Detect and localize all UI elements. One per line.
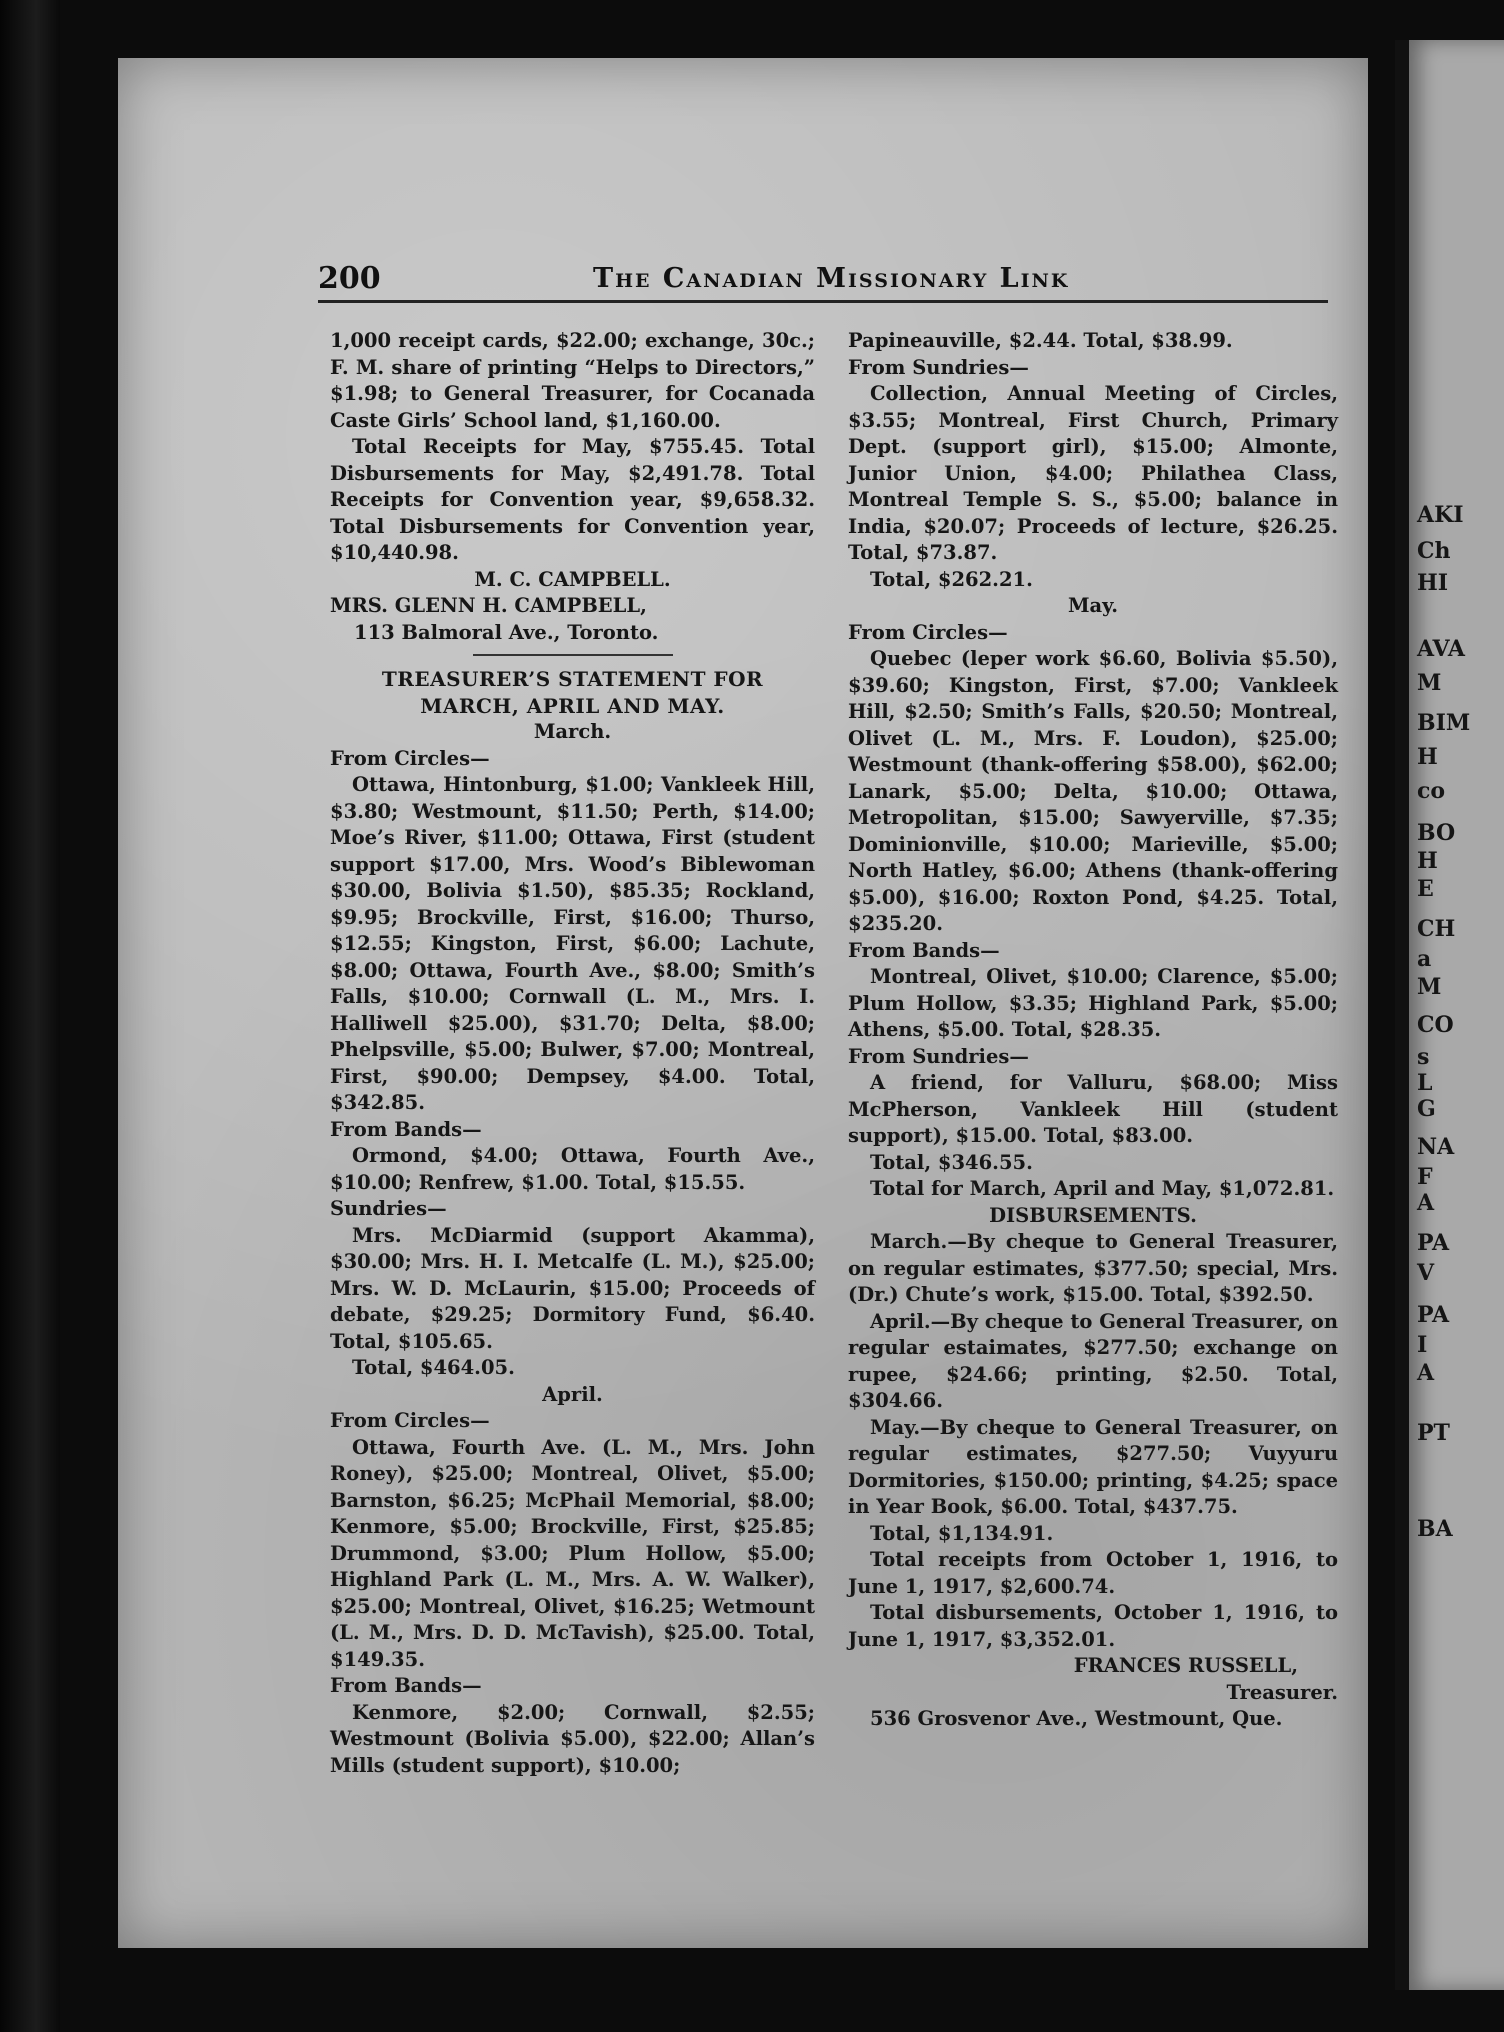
adjacent-fragment: co (1417, 778, 1446, 804)
disbursement-april: April.—By cheque to General Treasurer, on regular estaimates, $277.50; exchange on rupee, $24.66; printing, $2.50. Total, $304.66. (848, 1309, 1338, 1412)
treasurer-name: FRANCES RUSSELL, (1073, 1654, 1298, 1677)
subheading: From Bands— (330, 1674, 482, 1697)
adjacent-fragment: AKI (1417, 502, 1464, 528)
adjacent-fragment: a (1417, 946, 1432, 972)
subheading: From Circles— (330, 746, 490, 770)
march-circles-paragraph: Ottawa, Hintonburg, $1.00; Vankleek Hill, $3.80; Westmount, $11.50; Perth, $14.00; Moe’s River, $11.00; Ottawa, First (student support $17.00, Mrs. Wood’s Biblewoman $30.00, Bolivia $1.50), $85.35; Rockland, $9.95; Brockville, First, $16.00; Thurso, $12.55; Kingston, First, $6.00; Lachute, $8.00; Ottawa, Fourth Ave., $8.00; Smith’s Falls, $10.00; Cornwall (L. M., Mrs. I. Halliwell $25.00), $31.70; Delta, $8.00; Phelpsville, $5.00; Bulwer, $7.00; Montreal, First, $90.00; Dempsey, $4.00. Total, $342.85. (330, 773, 815, 1114)
continuation-paragraph: 1,000 receipt cards, $22.00; exchange, 30c.; F. M. share of printing “Helps to Directors,” $1.98; to General Treasurer, for Cocanada Caste Girls’ School land, $1,160.00. (330, 329, 815, 432)
subheading: From Circles— (848, 620, 1008, 644)
adjacent-page-edge (1395, 40, 1504, 1990)
adjacent-fragment: L (1417, 1070, 1433, 1096)
adjacent-fragment: A (1417, 1360, 1435, 1386)
subheading: From Sundries— (848, 355, 1029, 379)
adjacent-fragment: F (1417, 1164, 1433, 1190)
adjacent-fragment: BA (1417, 1516, 1453, 1542)
adjacent-fragment: Ch (1417, 538, 1451, 564)
adjacent-fragment: V (1417, 1260, 1435, 1286)
left-column (330, 328, 815, 1779)
right-column (848, 328, 1338, 1733)
march-sundries-paragraph: Mrs. McDiarmid (support Akamma), $30.00; Mrs. H. I. Metcalfe (L. M.), $25.00; Mrs. W. D. McLaurin, $15.00; Proceeds of debate, $29.25; Dormitory Fund, $6.40. Total, $105.65. (330, 1223, 815, 1353)
header-rule (318, 300, 1328, 303)
section-divider (473, 654, 673, 656)
statement-subtitle: MARCH, APRIL AND MAY. (420, 693, 725, 718)
adjacent-fragment: A (1417, 1190, 1435, 1216)
adjacent-fragment: AVA (1417, 636, 1465, 662)
adjacent-fragment: HI (1417, 570, 1449, 596)
may-total: Total, $346.55. (870, 1150, 1033, 1174)
april-total: Total, $262.21. (870, 567, 1033, 591)
receipts-summary: Total receipts from October 1, 1916, to June 1, 1917, $2,600.74. (848, 1548, 1338, 1598)
april-circles-paragraph: Ottawa, Fourth Ave. (L. M., Mrs. John Roney), $25.00; Montreal, Olivet, $5.00; Barnston, $6.25; McPhail Memorial, $8.00; Kenmore, $5.00; Brockville, First, $25.85; Drummond, $3.00; Plum Hollow, $5.00; Highland Park (L. M., Mrs. A. W. Walker), $25.00; Montreal, Olivet, $16.25; Wetmount (L. M., Mrs. D. D. McTavish), $25.00. Total, $149.35. (330, 1435, 815, 1671)
may-sundries-paragraph: A friend, for Valluru, $68.00; Miss McPherson, Vankleek Hill (student support), $15.00. Total, $83.00. (848, 1071, 1338, 1147)
month-heading-april: April. (542, 1382, 603, 1406)
statement-title: TREASURER’S STATEMENT FOR (381, 667, 764, 691)
adjacent-fragment: PA (1417, 1302, 1450, 1328)
adjacent-fragment: I (1417, 1332, 1428, 1358)
adjacent-fragment: H (1417, 848, 1438, 874)
adjacent-fragment: CH (1417, 916, 1456, 942)
adjacent-fragment: G (1417, 1096, 1436, 1122)
disbursement-march: March.—By cheque to General Treasurer, on regular estimates, $377.50; special, Mrs. (Dr.) Chute’s work, $15.00. Total, $392.50. (848, 1230, 1338, 1306)
signature-line: MRS. GLENN H. CAMPBELL, (330, 594, 647, 617)
adjacent-fragment: E (1417, 876, 1434, 902)
month-heading-may: May. (1067, 594, 1119, 617)
adjacent-fragment: PT (1417, 1420, 1450, 1446)
subheading: From Circles— (330, 1409, 490, 1432)
disbursement-may: May.—By cheque to General Treasurer, on regular estimates, $277.50; Vuyyuru Dormitories, $150.00; printing, $4.25; space in Year Book, $6.00. Total, $437.75. (848, 1415, 1338, 1518)
april-bands-paragraph: Kenmore, $2.00; Cornwall, $2.55; Westmount (Bolivia $5.00), $22.00; Allan’s Mills (student support), $10.00; (330, 1700, 815, 1777)
disbursements-summary: Total disbursements, October 1, 1916, to June 1, 1917, $3,352.01. (848, 1601, 1338, 1651)
subheading: From Bands— (330, 1117, 482, 1141)
book-binding-shadow (0, 0, 60, 2032)
adjacent-fragment: M (1417, 670, 1442, 696)
may-circles-paragraph: Quebec (leper work $6.60, Bolivia $5.50), $39.60; Kingston, First, $7.00; Vankleek Hill, $2.50; Smith’s Falls, $20.50; Montreal, Olivet (L. M., Mrs. F. Loudon), $25.00; Westmount (thank-offering $58.00), $62.00; Lanark, $5.00; Delta, $10.00; Ottawa, Metropolitan, $15.00; Sawyerville, $7.35; Dominionville, $10.00; Marieville, $5.00; North Hatley, $6.00; Athens (thank-offering $5.00), $16.00; Roxton Pond, $4.25. Total, $235.20. (848, 647, 1338, 935)
adjacent-fragment: s (1417, 1044, 1430, 1070)
grand-total: Total for March, April and May, $1,072.81. (870, 1177, 1335, 1200)
adjacent-fragment: H (1417, 744, 1438, 770)
april-sundries-paragraph: Collection, Annual Meeting of Circles, $3.55; Montreal, First Church, Primary Dept. (support girl), $15.00; Almonte, Junior Union, $4.00; Philathea Class, Montreal Temple S. S., $5.00; balance in India, $20.07; Proceeds of lecture, $26.25. Total, $73.87. (848, 382, 1338, 564)
subheading: From Sundries— (848, 1044, 1029, 1068)
march-total: Total, $464.05. (352, 1356, 515, 1379)
signature-name: M. C. CAMPBELL. (474, 567, 671, 591)
adjacent-fragment: CO (1417, 1012, 1454, 1038)
adjacent-fragment: PA (1417, 1230, 1450, 1256)
signature-address: 113 Balmoral Ave., Toronto. (354, 620, 659, 644)
totals-paragraph: Total Receipts for May, $755.45. Total Disbursements for May, $2,491.78. Total Receipts for Convention year, $9,658.32. Total Disbursements for Convention year, $10,440.98. (330, 435, 815, 564)
march-bands-paragraph: Ormond, $4.00; Ottawa, Fourth Ave., $10.00; Renfrew, $1.00. Total, $15.55. (330, 1144, 815, 1194)
subheading: Sundries— (330, 1197, 447, 1220)
month-heading-march: March. (533, 720, 612, 743)
may-bands-paragraph: Montreal, Olivet, $10.00; Clarence, $5.00; Plum Hollow, $3.35; Highland Park, $5.00; Athens, $5.00. Total, $28.35. (848, 965, 1338, 1041)
continuation-line: Papineauville, $2.44. Total, $38.99. (848, 329, 1233, 352)
page-number: 200 (318, 261, 381, 296)
disbursements-heading: DISBURSEMENTS. (989, 1203, 1197, 1227)
treasurer-title: Treasurer. (1226, 1680, 1338, 1704)
adjacent-fragment: NA (1417, 1134, 1455, 1160)
subheading: From Bands— (848, 938, 1000, 962)
adjacent-fragment: BIM (1417, 710, 1471, 736)
treasurer-address: 536 Grosvenor Ave., Westmount, Que. (870, 1707, 1283, 1730)
page-header (318, 255, 1338, 301)
disbursement-total: Total, $1,134.91. (870, 1521, 1054, 1545)
adjacent-fragment: M (1417, 974, 1442, 1000)
running-title: The Canadian Missionary Link (593, 263, 1070, 294)
adjacent-fragment: BO (1417, 820, 1456, 846)
